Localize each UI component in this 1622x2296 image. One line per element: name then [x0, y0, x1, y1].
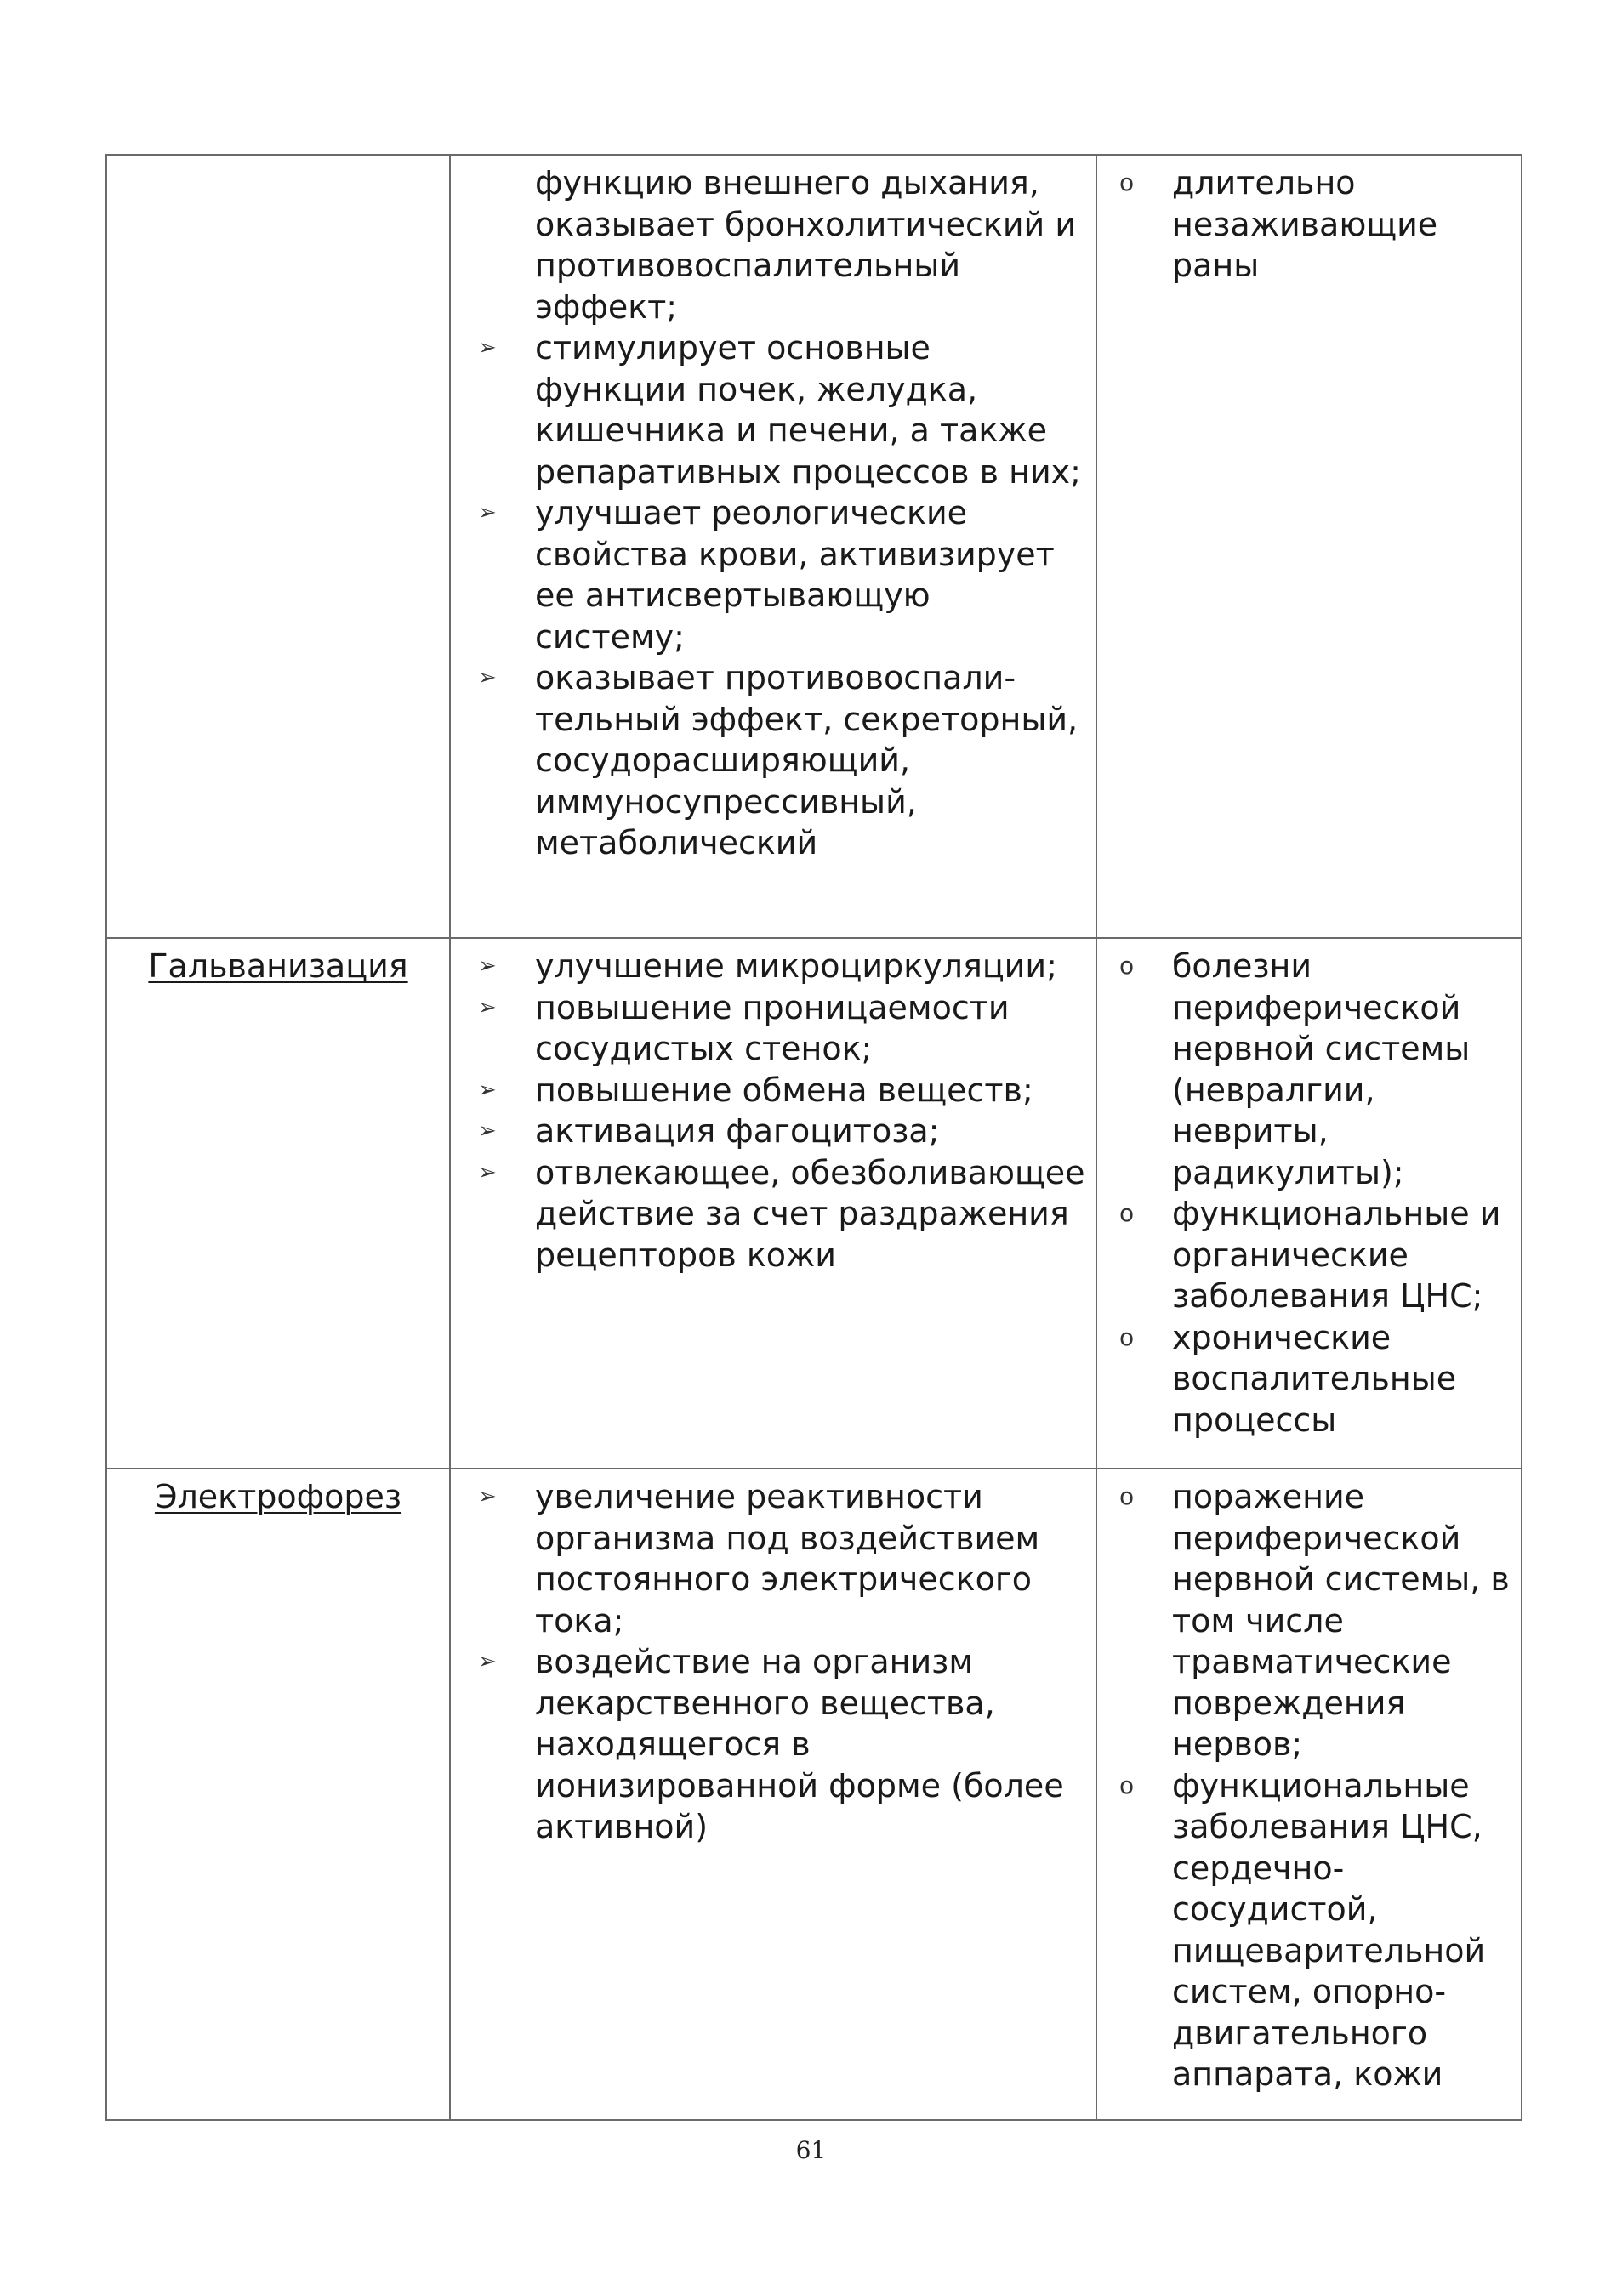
effect-item: ➢ повышение обмена веществ;	[461, 1070, 1085, 1111]
circle-bullet-icon: o	[1119, 168, 1135, 196]
arrow-bullet-icon: ➢	[478, 500, 497, 526]
indications-cell	[1096, 938, 1522, 1469]
effect-item: ➢ улучшение микроциркуляции;	[461, 946, 1085, 987]
indication-item: o функциональные и органические заболевания ЦНС;	[1119, 1195, 1501, 1315]
procedure-name: Электрофорез	[154, 1478, 402, 1515]
effects-cell	[450, 938, 1096, 1469]
indications-cell	[1096, 155, 1522, 938]
indication-item: o хронические воспалительные процессы	[1119, 1318, 1457, 1439]
indications-cell	[1096, 1469, 1522, 2120]
effects-list	[461, 162, 1085, 864]
procedure-name: Гальванизация	[148, 947, 408, 985]
indication-item: o поражение периферической нервной системы, в том числе травматические повреждения нервов;	[1119, 1478, 1510, 1763]
procedure-name-cell	[106, 155, 450, 938]
page-number: 61	[795, 2136, 827, 2164]
arrow-bullet-icon: ➢	[478, 1118, 497, 1144]
effect-item: ➢ воздействие на организм лекарственного вещества, находящегося в ионизированной форме (более активной)	[478, 1643, 1064, 1845]
effect-item: ➢ увеличение реактивности организма под воздействием постоянного электрического тока;	[478, 1478, 1040, 1640]
effects-list	[461, 1476, 1085, 1848]
table-row	[106, 938, 1522, 1469]
arrow-bullet-icon: ➢	[478, 1159, 497, 1185]
procedure-name-cell	[106, 938, 450, 1469]
effects-list	[461, 946, 1085, 1276]
effect-item: ➢ оказывает противовоспали-тельный эффект, секреторный, сосудорасширяющий, иммуносупрессивный, метаболический	[478, 659, 1078, 861]
arrow-bullet-icon: ➢	[478, 953, 497, 979]
indication-item: o функциональные заболевания ЦНС, сердечно-сосудистой, пищеварительной систем, опорно-двигательного аппарата, кожи	[1119, 1766, 1486, 2093]
arrow-bullet-icon: ➢	[478, 1649, 497, 1674]
circle-bullet-icon: o	[1119, 1322, 1135, 1351]
effect-item: ➢ улучшает реологические свойства крови, активизирует ее антисвертывающую систему;	[478, 494, 1055, 656]
arrow-bullet-icon: ➢	[478, 994, 497, 1020]
circle-bullet-icon: o	[1119, 1199, 1135, 1227]
circle-bullet-icon: o	[1119, 1482, 1135, 1510]
indication-item: o длительно незаживающие раны	[1119, 164, 1438, 284]
effect-item: ➢ повышение проницаемости сосудистых стенок;	[478, 988, 1010, 1067]
table-row	[106, 155, 1522, 938]
effects-cell	[450, 155, 1096, 938]
arrow-bullet-icon: ➢	[478, 665, 497, 691]
indications-list	[1107, 162, 1511, 287]
physiotherapy-table	[105, 154, 1522, 2121]
arrow-bullet-icon: ➢	[478, 1077, 497, 1103]
effect-item-continuation: функцию внешнего дыхания, оказывает бронхолитический и противовоспалительный эффект;	[535, 164, 1077, 326]
effect-item: ➢ активация фагоцитоза;	[461, 1111, 1085, 1152]
circle-bullet-icon: o	[1119, 952, 1135, 980]
effect-item: ➢ отвлекающее, обезболивающее действие за счет раздражения рецепторов кожи	[478, 1153, 1085, 1274]
indications-list	[1107, 946, 1511, 1441]
procedure-name-cell	[106, 1469, 450, 2120]
table-row	[106, 1469, 1522, 2120]
indications-list	[1107, 1476, 1511, 2095]
indication-item: o болезни периферической нервной системы (невралгии, невриты, радикулиты);	[1119, 947, 1471, 1191]
circle-bullet-icon: o	[1119, 1770, 1135, 1799]
arrow-bullet-icon: ➢	[478, 335, 497, 361]
effect-item: ➢ стимулирует основные функции почек, желудка, кишечника и печени, а также репаративных процессов в них;	[478, 329, 1081, 491]
arrow-bullet-icon: ➢	[478, 1484, 497, 1509]
effects-cell	[450, 1469, 1096, 2120]
